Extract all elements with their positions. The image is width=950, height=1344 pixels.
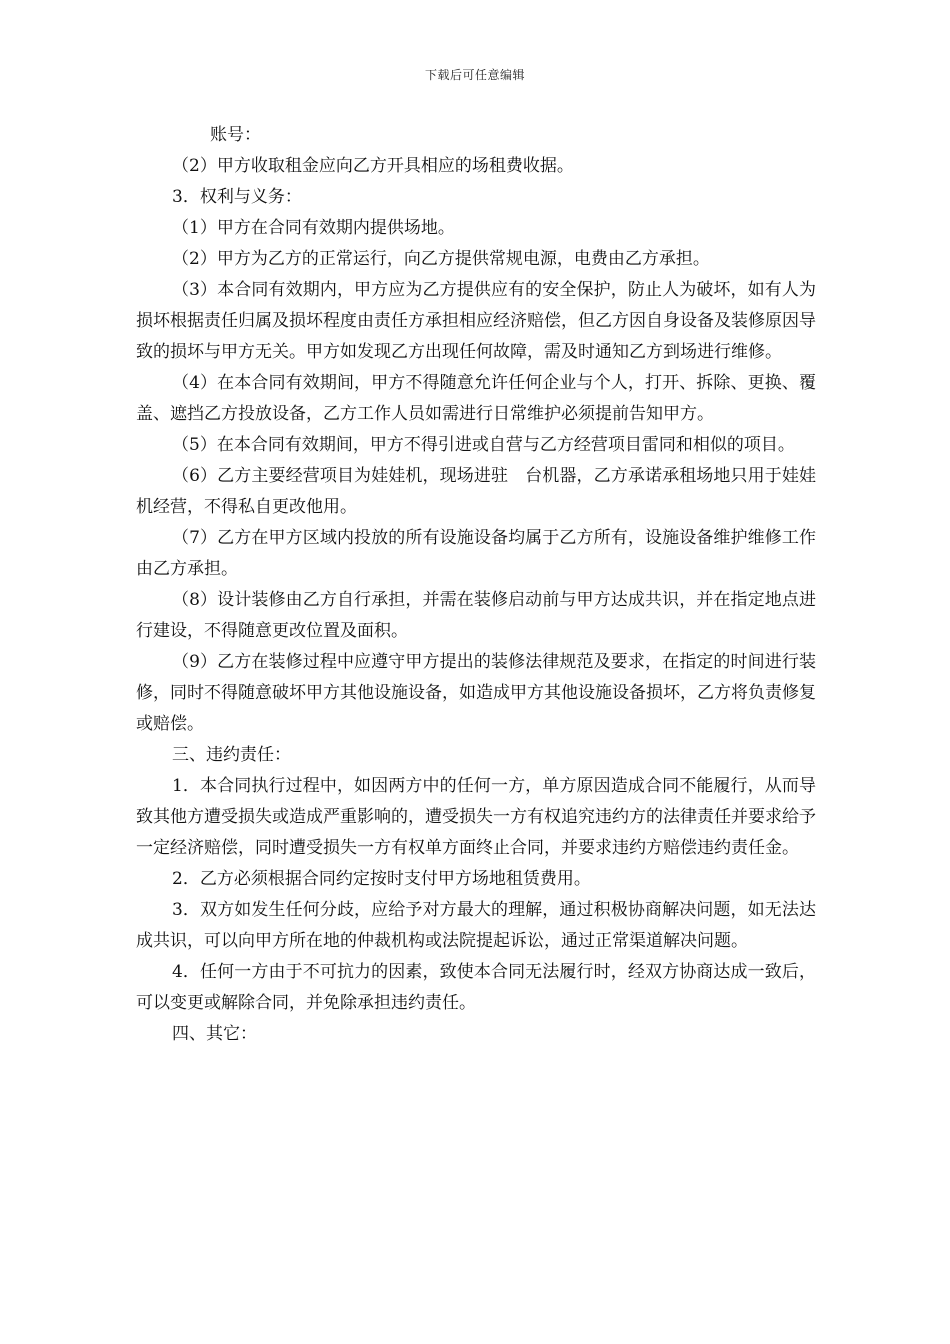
clause-1: （1）甲方在合同有效期内提供场地。 [172,218,455,238]
contract-body [136,120,816,1050]
page-header: 下载后可任意编辑 [424,68,525,82]
clause-3: （3）本合同有效期内，甲方应为乙方提供应有的安全保护，防止人为破坏，如有人为损坏根据责任归属及损坏程度由责任方承担相应经济赔偿，但乙方因自身设备及装修原因导致的损坏与甲方无关。甲方如发现乙方出现任何故障，需及时通知乙方到场进行维修。 [136,280,816,362]
clause-8: （8）设计装修由乙方自行承担，并需在装修启动前与甲方达成共识，并在指定地点进行建设，不得随意更改位置及面积。 [136,590,816,641]
section-rights-duties-heading: 3．权利与义务： [172,187,302,207]
breach-item-1: 1．本合同执行过程中，如因两方中的任何一方，单方原因造成合同不能履行，从而导致其他方遭受损失或造成严重影响的，遭受损失一方有权追究违约方的法律责任并要求给予一定经济赔偿，同时遭受损失一方有权单方面终止合同，并要求违约方赔偿违约责任金。 [136,776,816,858]
clause-6: （6）乙方主要经营项目为娃娃机，现场进驻 台机器，乙方承诺承租场地只用于娃娃机经营，不得私自更改他用。 [136,466,816,517]
section-breach-heading: 三、违约责任： [172,745,291,765]
clause-7: （7）乙方在甲方区域内投放的所有设施设备均属于乙方所有，设施设备维护维修工作由乙方承担。 [136,528,816,579]
breach-item-3: 3．双方如发生任何分歧，应给予对方最大的理解，通过积极协商解决问题，如无法达成共识，可以向甲方所在地的仲裁机构或法院提起诉讼，通过正常渠道解决问题。 [136,900,816,951]
section-other-heading: 四、其它： [172,1024,257,1044]
breach-item-2: 2．乙方必须根据合同约定按时支付甲方场地租赁费用。 [172,869,591,889]
clause-9: （9）乙方在装修过程中应遵守甲方提出的装修法律规范及要求，在指定的时间进行装修，同时不得随意破坏甲方其他设施设备，如造成甲方其他设施设备损坏，乙方将负责修复或赔偿。 [136,652,816,734]
breach-item-4: 4．任何一方由于不可抗力的因素，致使本合同无法履行时，经双方协商达成一致后，可以变更或解除合同，并免除承担违约责任。 [136,962,816,1013]
clause-4: （4）在本合同有效期间，甲方不得随意允许任何企业与个人，打开、拆除、更换、覆盖、遮挡乙方投放设备，乙方工作人员如需进行日常维护必须提前告知甲方。 [136,373,816,424]
clause-5: （5）在本合同有效期间，甲方不得引进或自营与乙方经营项目雷同和相似的项目。 [172,435,795,455]
paragraph-account: 账号： [210,125,261,145]
paragraph-receipt: （2）甲方收取租金应向乙方开具相应的场租费收据。 [172,156,574,176]
clause-2: （2）甲方为乙方的正常运行，向乙方提供常规电源，电费由乙方承担。 [172,249,710,269]
